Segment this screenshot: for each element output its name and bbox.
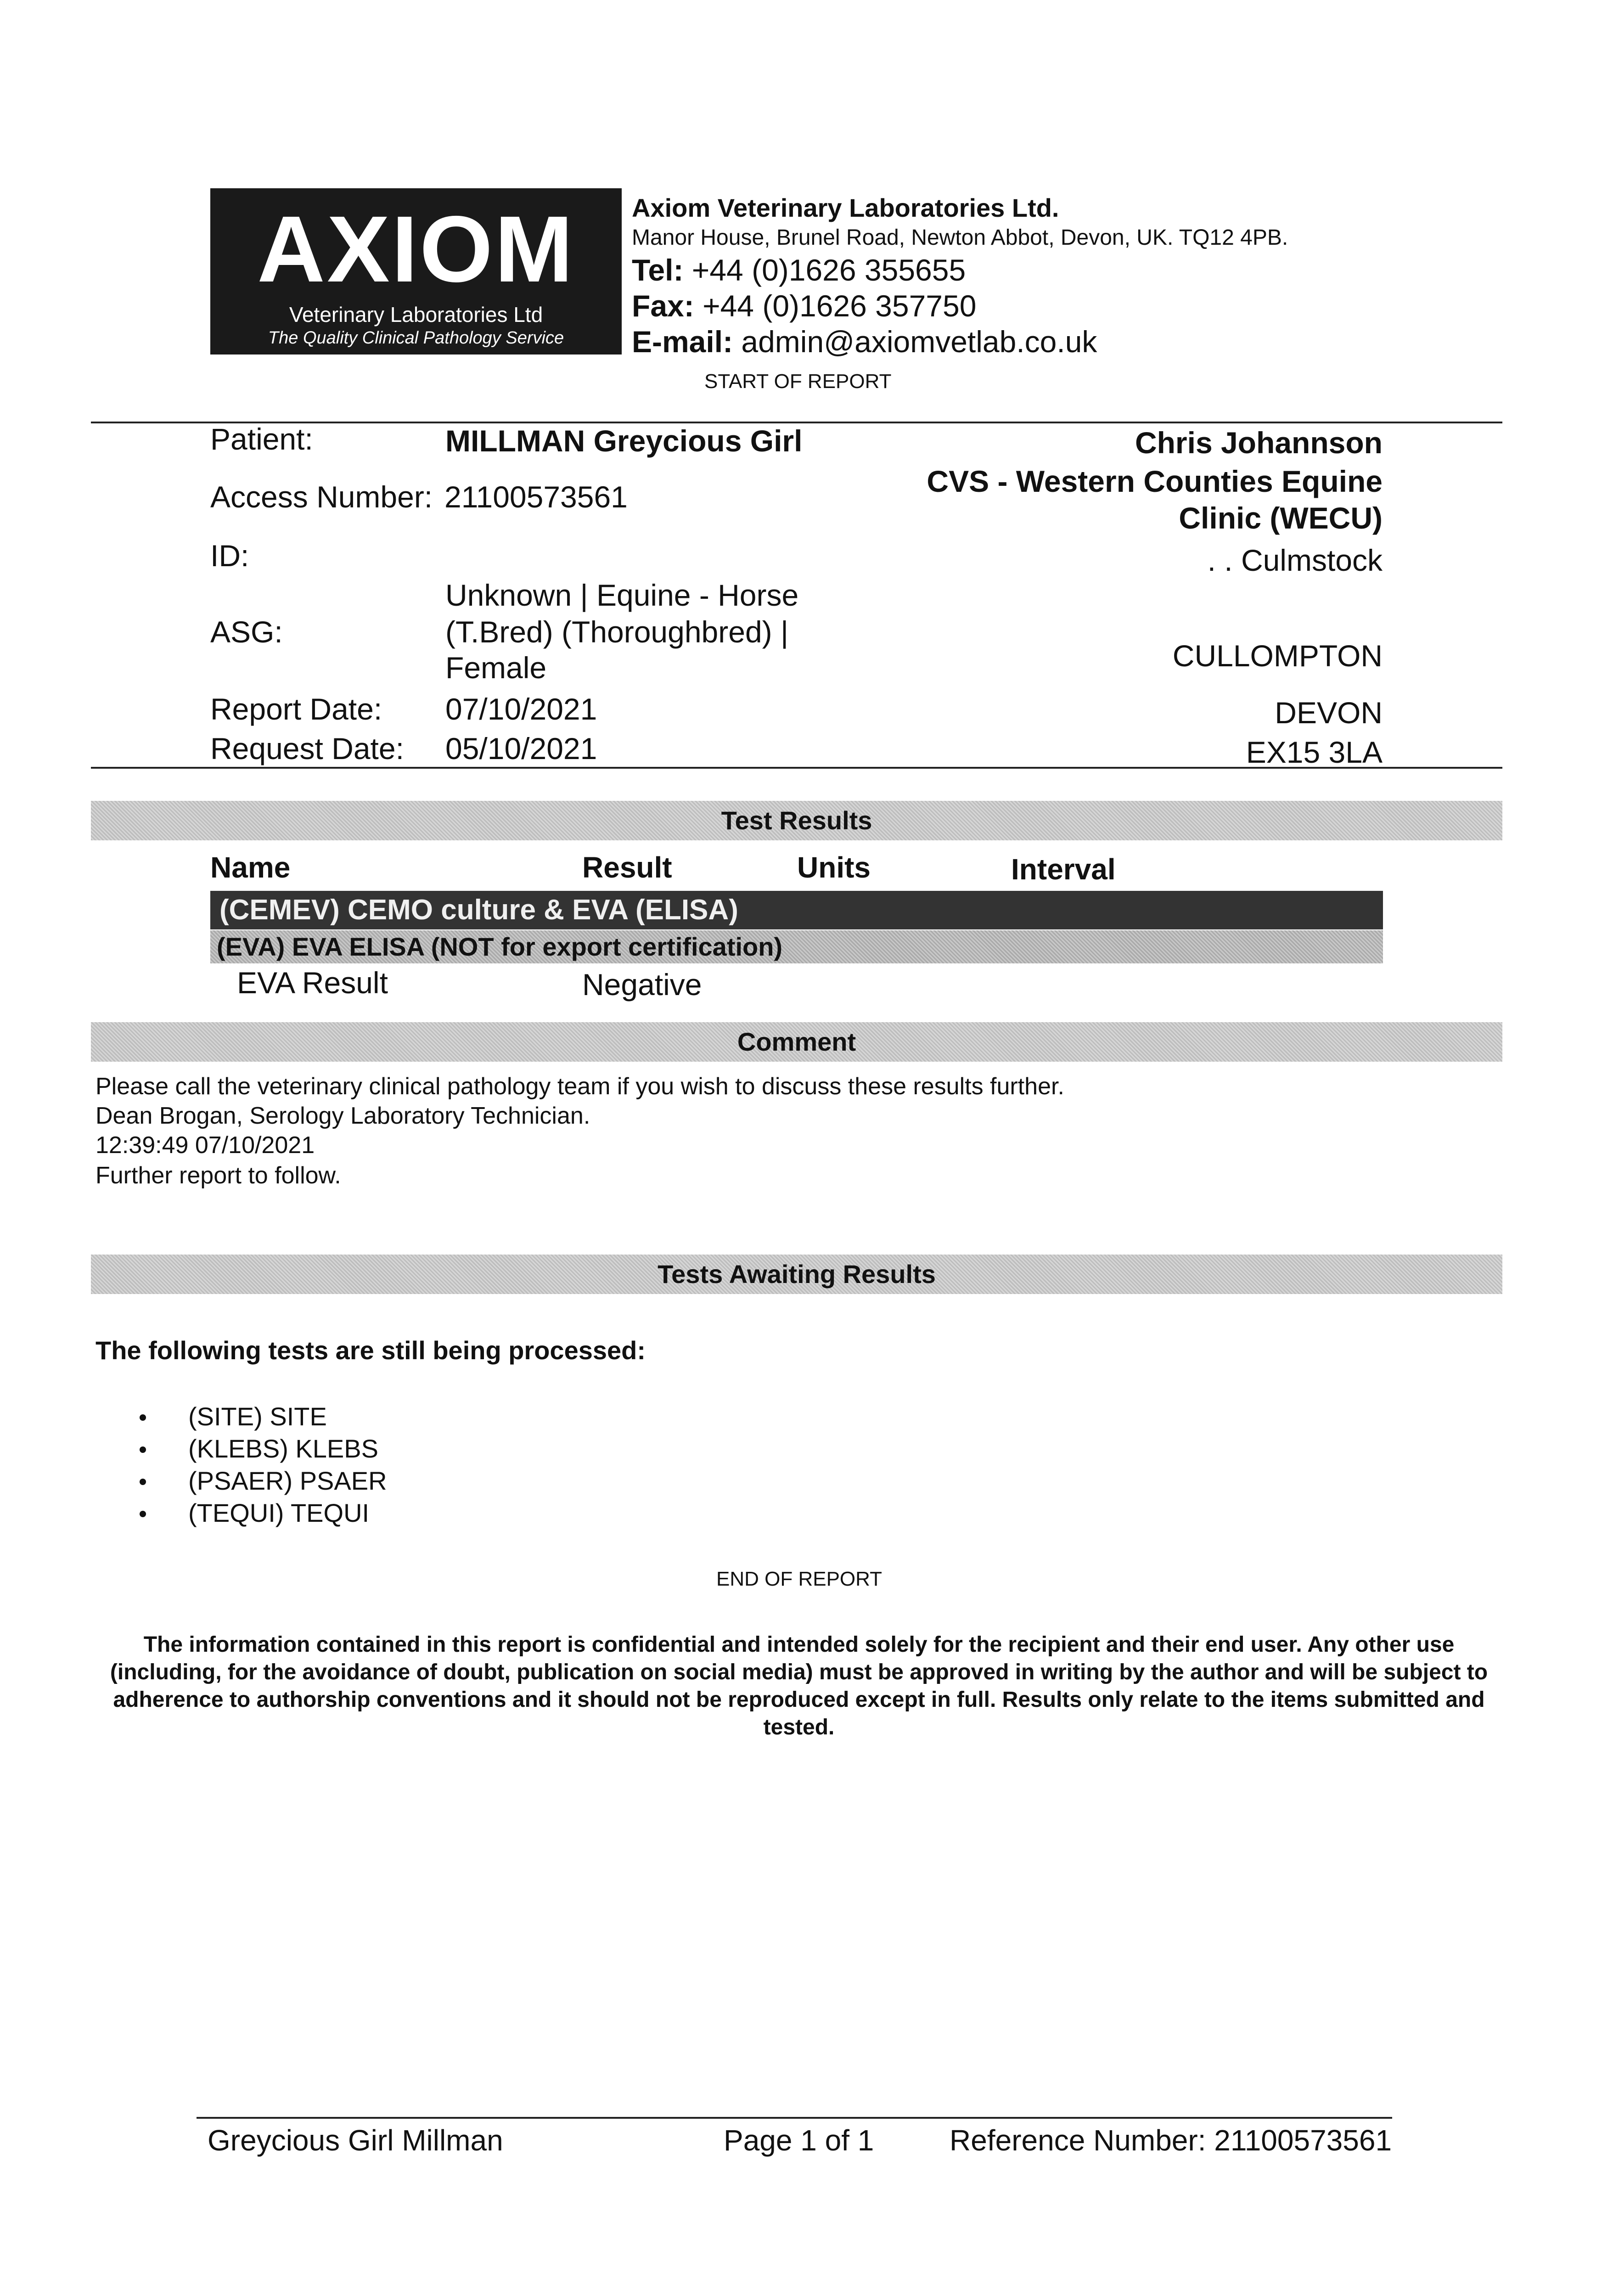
bullet-icon: [140, 1479, 146, 1485]
logo-tagline: The Quality Clinical Pathology Service: [268, 328, 564, 348]
confidentiality-disclaimer: The information contained in this report is confidential and intended solely for the recipient and their end user. Any other use (including, for the avoidance of doubt, publication on social media) must be approved in writing by the author and will be subject to adherence to authorship conventions and it should not be reproduced except in full. Results only relate to the items submitted and tested.: [110, 1632, 1488, 1739]
start-of-report: START OF REPORT: [704, 370, 892, 393]
recipient-postcode: EX15 3LA: [1246, 735, 1383, 769]
awaiting-item-label: (SITE) SITE: [188, 1402, 327, 1431]
recipient-clinic-line-1: CVS - Western Counties Equine: [927, 464, 1383, 498]
recipient-location: . . Culmstock: [1207, 543, 1383, 577]
recipient-town: CULLOMPTON: [1172, 639, 1383, 673]
email-label: E-mail:: [632, 325, 733, 359]
col-header-name: Name: [210, 851, 291, 884]
result-row-name: EVA Result: [237, 966, 388, 1000]
test-results-band: Test Results: [91, 801, 1502, 840]
patient-label: Patient:: [210, 422, 313, 456]
asg-line-1: Unknown | Equine - Horse: [445, 578, 799, 612]
result-row-value: Negative: [582, 968, 702, 1002]
asg-line-2: (T.Bred) (Thoroughbred) |: [445, 615, 789, 649]
request-date-value: 05/10/2021: [445, 732, 597, 765]
lab-email: [632, 324, 1097, 359]
awaiting-list: [133, 1401, 387, 1529]
test-subgroup-row: (EVA) EVA ELISA (NOT for export certification): [210, 930, 1383, 963]
lab-address: Manor House, Brunel Road, Newton Abbot, Devon, UK. TQ12 4PB.: [632, 225, 1288, 250]
footer-patient: Greycious Girl Millman: [208, 2124, 503, 2157]
awaiting-item-label: (KLEBS) KLEBS: [188, 1434, 378, 1463]
recipient-clinic-line-2: Clinic (WECU): [1179, 501, 1383, 535]
bullet-icon: [140, 1414, 146, 1421]
asg-line-3: Female: [445, 651, 547, 685]
asg-label: ASG:: [210, 615, 283, 649]
id-label: ID:: [210, 539, 249, 573]
list-item: [133, 1433, 387, 1465]
awaiting-item-label: (PSAER) PSAER: [188, 1466, 387, 1495]
tel-label: Tel:: [632, 253, 684, 287]
list-item: [133, 1465, 387, 1497]
lab-fax: [632, 288, 976, 323]
lab-name: Axiom Veterinary Laboratories Ltd.: [632, 193, 1059, 222]
awaiting-intro: The following tests are still being processed:: [96, 1336, 646, 1365]
list-item: [133, 1401, 387, 1433]
report-date-label: Report Date:: [210, 692, 382, 726]
bullet-icon: [140, 1446, 146, 1453]
awaiting-item-label: (TEQUI) TEQUI: [188, 1498, 370, 1527]
test-group-row: (CEMEV) CEMO culture & EVA (ELISA): [210, 891, 1383, 929]
col-header-units: Units: [797, 851, 871, 884]
comment-line-1: Please call the veterinary clinical pathology team if you wish to discuss these results further.: [96, 1073, 1064, 1100]
awaiting-band: Tests Awaiting Results: [91, 1255, 1502, 1294]
lab-tel: [632, 253, 966, 287]
fax-label: Fax:: [632, 289, 694, 323]
report-date-value: 07/10/2021: [445, 692, 597, 726]
recipient-county: DEVON: [1275, 696, 1383, 730]
email-value[interactable]: admin@axiomvetlab.co.uk: [741, 325, 1097, 359]
col-header-interval: Interval: [1011, 853, 1116, 886]
col-header-result: Result: [582, 851, 672, 884]
footer-page-number: Page 1 of 1: [724, 2124, 874, 2157]
end-of-report: END OF REPORT: [716, 1568, 883, 1590]
access-number-value: 21100573561: [444, 480, 628, 514]
comment-line-2: Dean Brogan, Serology Laboratory Technician.: [96, 1103, 590, 1129]
footer-divider: [197, 2117, 1392, 2119]
request-date-label: Request Date:: [210, 732, 404, 765]
patient-name: MILLMAN Greycious Girl: [445, 424, 803, 458]
logo-subtitle: Veterinary Laboratories Ltd: [289, 303, 543, 326]
comment-band: Comment: [91, 1022, 1502, 1062]
bullet-icon: [140, 1511, 146, 1517]
comment-line-3: 12:39:49 07/10/2021: [96, 1132, 315, 1159]
list-item: [133, 1497, 387, 1529]
comment-line-4: Further report to follow.: [96, 1162, 341, 1189]
footer-reference: Reference Number: 21100573561: [950, 2124, 1392, 2157]
tel-value: +44 (0)1626 355655: [691, 253, 966, 287]
axiom-logo: [210, 188, 622, 355]
access-number-label: Access Number:: [210, 480, 433, 514]
recipient-name: Chris Johannson: [1135, 426, 1383, 460]
logo-wordmark: AXIOM: [257, 197, 575, 302]
fax-value: +44 (0)1626 357750: [703, 289, 977, 323]
